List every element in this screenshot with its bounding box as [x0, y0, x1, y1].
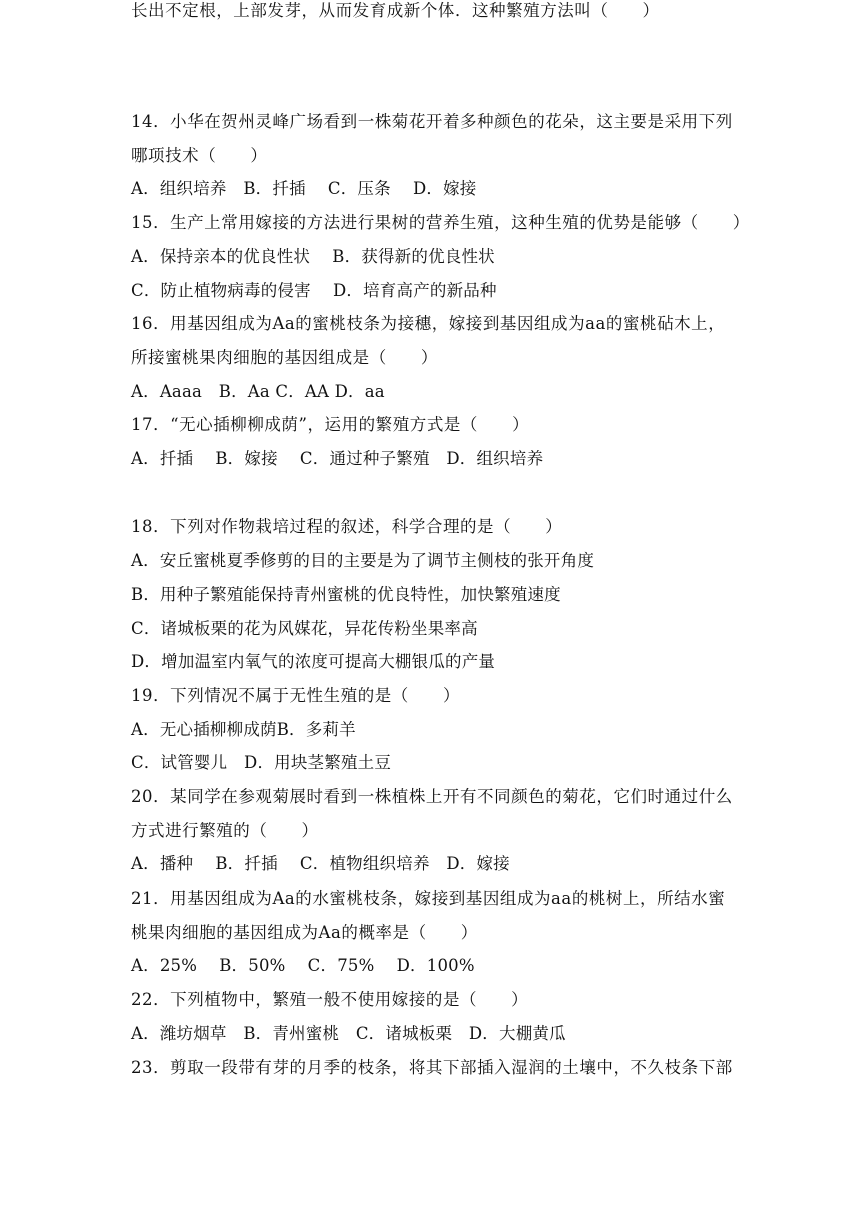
question-stem-line: 桃果肉细胞的基因组成为Aa的概率是（ ）: [131, 923, 478, 942]
answer-options-line: C．防止植物病毒的侵害 D．培育高产的新品种: [131, 281, 497, 300]
question-stem-line: 18．下列对作物栽培过程的叙述，科学合理的是（ ）: [131, 517, 563, 536]
question-stem-line: 20．某同学在参观菊展时看到一株植株上开有不同颜色的菊花，它们时通过什么: [131, 787, 733, 806]
question-stem-line: 方式进行繁殖的（ ）: [131, 821, 319, 840]
answer-options-line: D．增加温室内氧气的浓度可提高大棚银瓜的产量: [131, 652, 496, 671]
question-stem-line: 15．生产上常用嫁接的方法进行果树的营养生殖，这种生殖的优势是能够（ ）: [131, 213, 750, 232]
question-stem-line: 长出不定根，上部发芽，从而发育成新个体．这种繁殖方法叫（ ）: [131, 1, 660, 20]
question-stem-line: 所接蜜桃果肉细胞的基因组成是（ ）: [131, 348, 438, 367]
answer-options-line: A．安丘蜜桃夏季修剪的目的主要是为了调节主侧枝的张开角度: [131, 551, 595, 570]
question-stem-line: 哪项技术（ ）: [131, 146, 268, 165]
answer-options-line: A．潍坊烟草 B．青州蜜桃 C．诸城板栗 D．大棚黄瓜: [131, 1024, 566, 1043]
answer-options-line: B．用种子繁殖能保持青州蜜桃的优良特性，加快繁殖速度: [131, 585, 561, 604]
answer-options-line: A．扦插 B．嫁接 C．通过种子繁殖 D．组织培养: [131, 449, 544, 468]
question-stem-line: 14．小华在贺州灵峰广场看到一株菊花开着多种颜色的花朵，这主要是采用下列: [131, 112, 733, 131]
answer-options-line: A．播种 B．扦插 C．植物组织培养 D．嫁接: [131, 854, 510, 873]
question-stem-line: 23．剪取一段带有芽的月季的枝条，将其下部插入湿润的土壤中，不久枝条下部: [131, 1058, 733, 1077]
answer-options-line: A．无心插柳柳成荫B．多莉羊: [131, 720, 356, 739]
question-stem-line: 17．“无心插柳柳成荫”，运用的繁殖方式是（ ）: [131, 415, 530, 434]
answer-options-line: C．试管婴儿 D．用块茎繁殖土豆: [131, 753, 392, 772]
answer-options-line: A．Aaaa B．Aa C．AA D．aa: [131, 382, 385, 401]
question-stem-line: 22．下列植物中，繁殖一般不使用嫁接的是（ ）: [131, 990, 529, 1009]
answer-options-line: A．组织培养 B．扦插 C．压条 D．嫁接: [131, 179, 477, 198]
question-stem-line: 16．用基因组成为Aa的蜜桃枝条为接穗，嫁接到基因组成为aa的蜜桃砧木上，: [131, 314, 726, 333]
question-stem-line: 19．下列情况不属于无性生殖的是（ ）: [131, 686, 460, 705]
answer-options-line: C．诸城板栗的花为风媒花，异花传粉坐果率高: [131, 619, 478, 638]
answer-options-line: A．25% B．50% C．75% D．100%: [131, 956, 475, 975]
answer-options-line: A．保持亲本的优良性状 B．获得新的优良性状: [131, 247, 495, 266]
question-stem-line: 21．用基因组成为Aa的水蜜桃枝条，嫁接到基因组成为aa的桃树上，所结水蜜: [131, 889, 726, 908]
